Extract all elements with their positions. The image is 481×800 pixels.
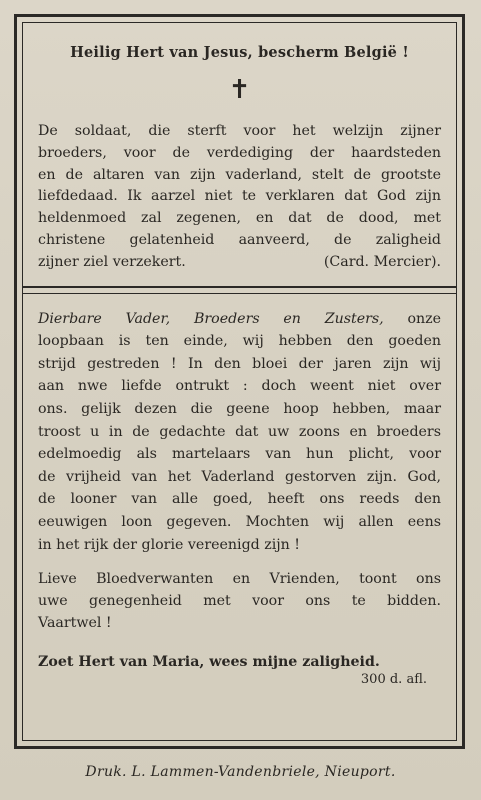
printer-imprint: Druk. L. Lammen-Vandenbriele, Nieuport. [85, 764, 396, 780]
quote-line: broeders, voor de verdediging der haardsteden [38, 144, 441, 161]
address-first-line [38, 308, 441, 331]
address-paragraph [38, 308, 441, 557]
section-divider [22, 286, 457, 294]
address-line: de vrijheid van het Vaderland gestorven zijn. God, [38, 468, 441, 485]
address-line: troost u in de gedachte dat uw zoons en broeders [38, 423, 441, 440]
address-line: eeuwigen loon gegeven. Mochten wij allen eens [38, 513, 441, 530]
address-line: strijd gestreden ! In den bloei der jaren zijn wij [38, 355, 441, 372]
quote-attribution: (Card. Mercier). [323, 253, 441, 270]
salutation: Dierbare Vader, Broeders en Zusters, [38, 310, 384, 327]
farewell-line: Vaartwel ! [38, 615, 112, 632]
farewell-paragraph [38, 568, 441, 634]
header-invocation: Heilig Hert van Jesus, bescherm België ! [70, 44, 409, 61]
address-line: loopbaan is ten einde, wij hebben den goeden [38, 333, 441, 350]
farewell-line: Lieve Bloedverwanten en Vrienden, toont ons [38, 571, 441, 588]
quote-line: De soldaat, die sterft voor het welzijn zijner [38, 123, 441, 139]
quote-line: christene gelatenheid aanveerd, de zaligheid [38, 231, 441, 248]
quote-line: heldenmoed zal zegenen, en dat de dood, met [38, 210, 441, 227]
quote-line: zijner ziel verzekert. [38, 253, 186, 270]
cross-icon: ✝ [228, 75, 251, 105]
marian-prayer: Zoet Hert van Maria, wees mijne zaligheid. [38, 654, 380, 671]
address-line: aan nwe liefde ontrukt : doch weent niet over [38, 378, 441, 395]
mercier-quote [38, 121, 441, 274]
card-content [32, 28, 447, 687]
indulgence-note: 300 d. afl. [360, 672, 427, 688]
quote-line: en de altaren van zijn vaderland, stelt de grootste [38, 166, 441, 183]
farewell-line: uwe genegenheid met voor ons te bidden. [38, 593, 441, 610]
quote-last-line [38, 252, 441, 274]
address-line: edelmoedig als martelaars van hun plicht, voor [38, 446, 441, 463]
quote-line: liefdedaad. Ik aarzel niet te verklaren dat God zijn [38, 188, 441, 205]
address-line: onze [407, 310, 442, 327]
address-line: ons. gelijk dezen die geene hoop hebben, maar [38, 400, 441, 417]
address-line: in het rijk der glorie vereenigd zijn ! [38, 536, 301, 553]
address-line: de looner van alle goed, heeft ons reeds den [38, 491, 441, 508]
